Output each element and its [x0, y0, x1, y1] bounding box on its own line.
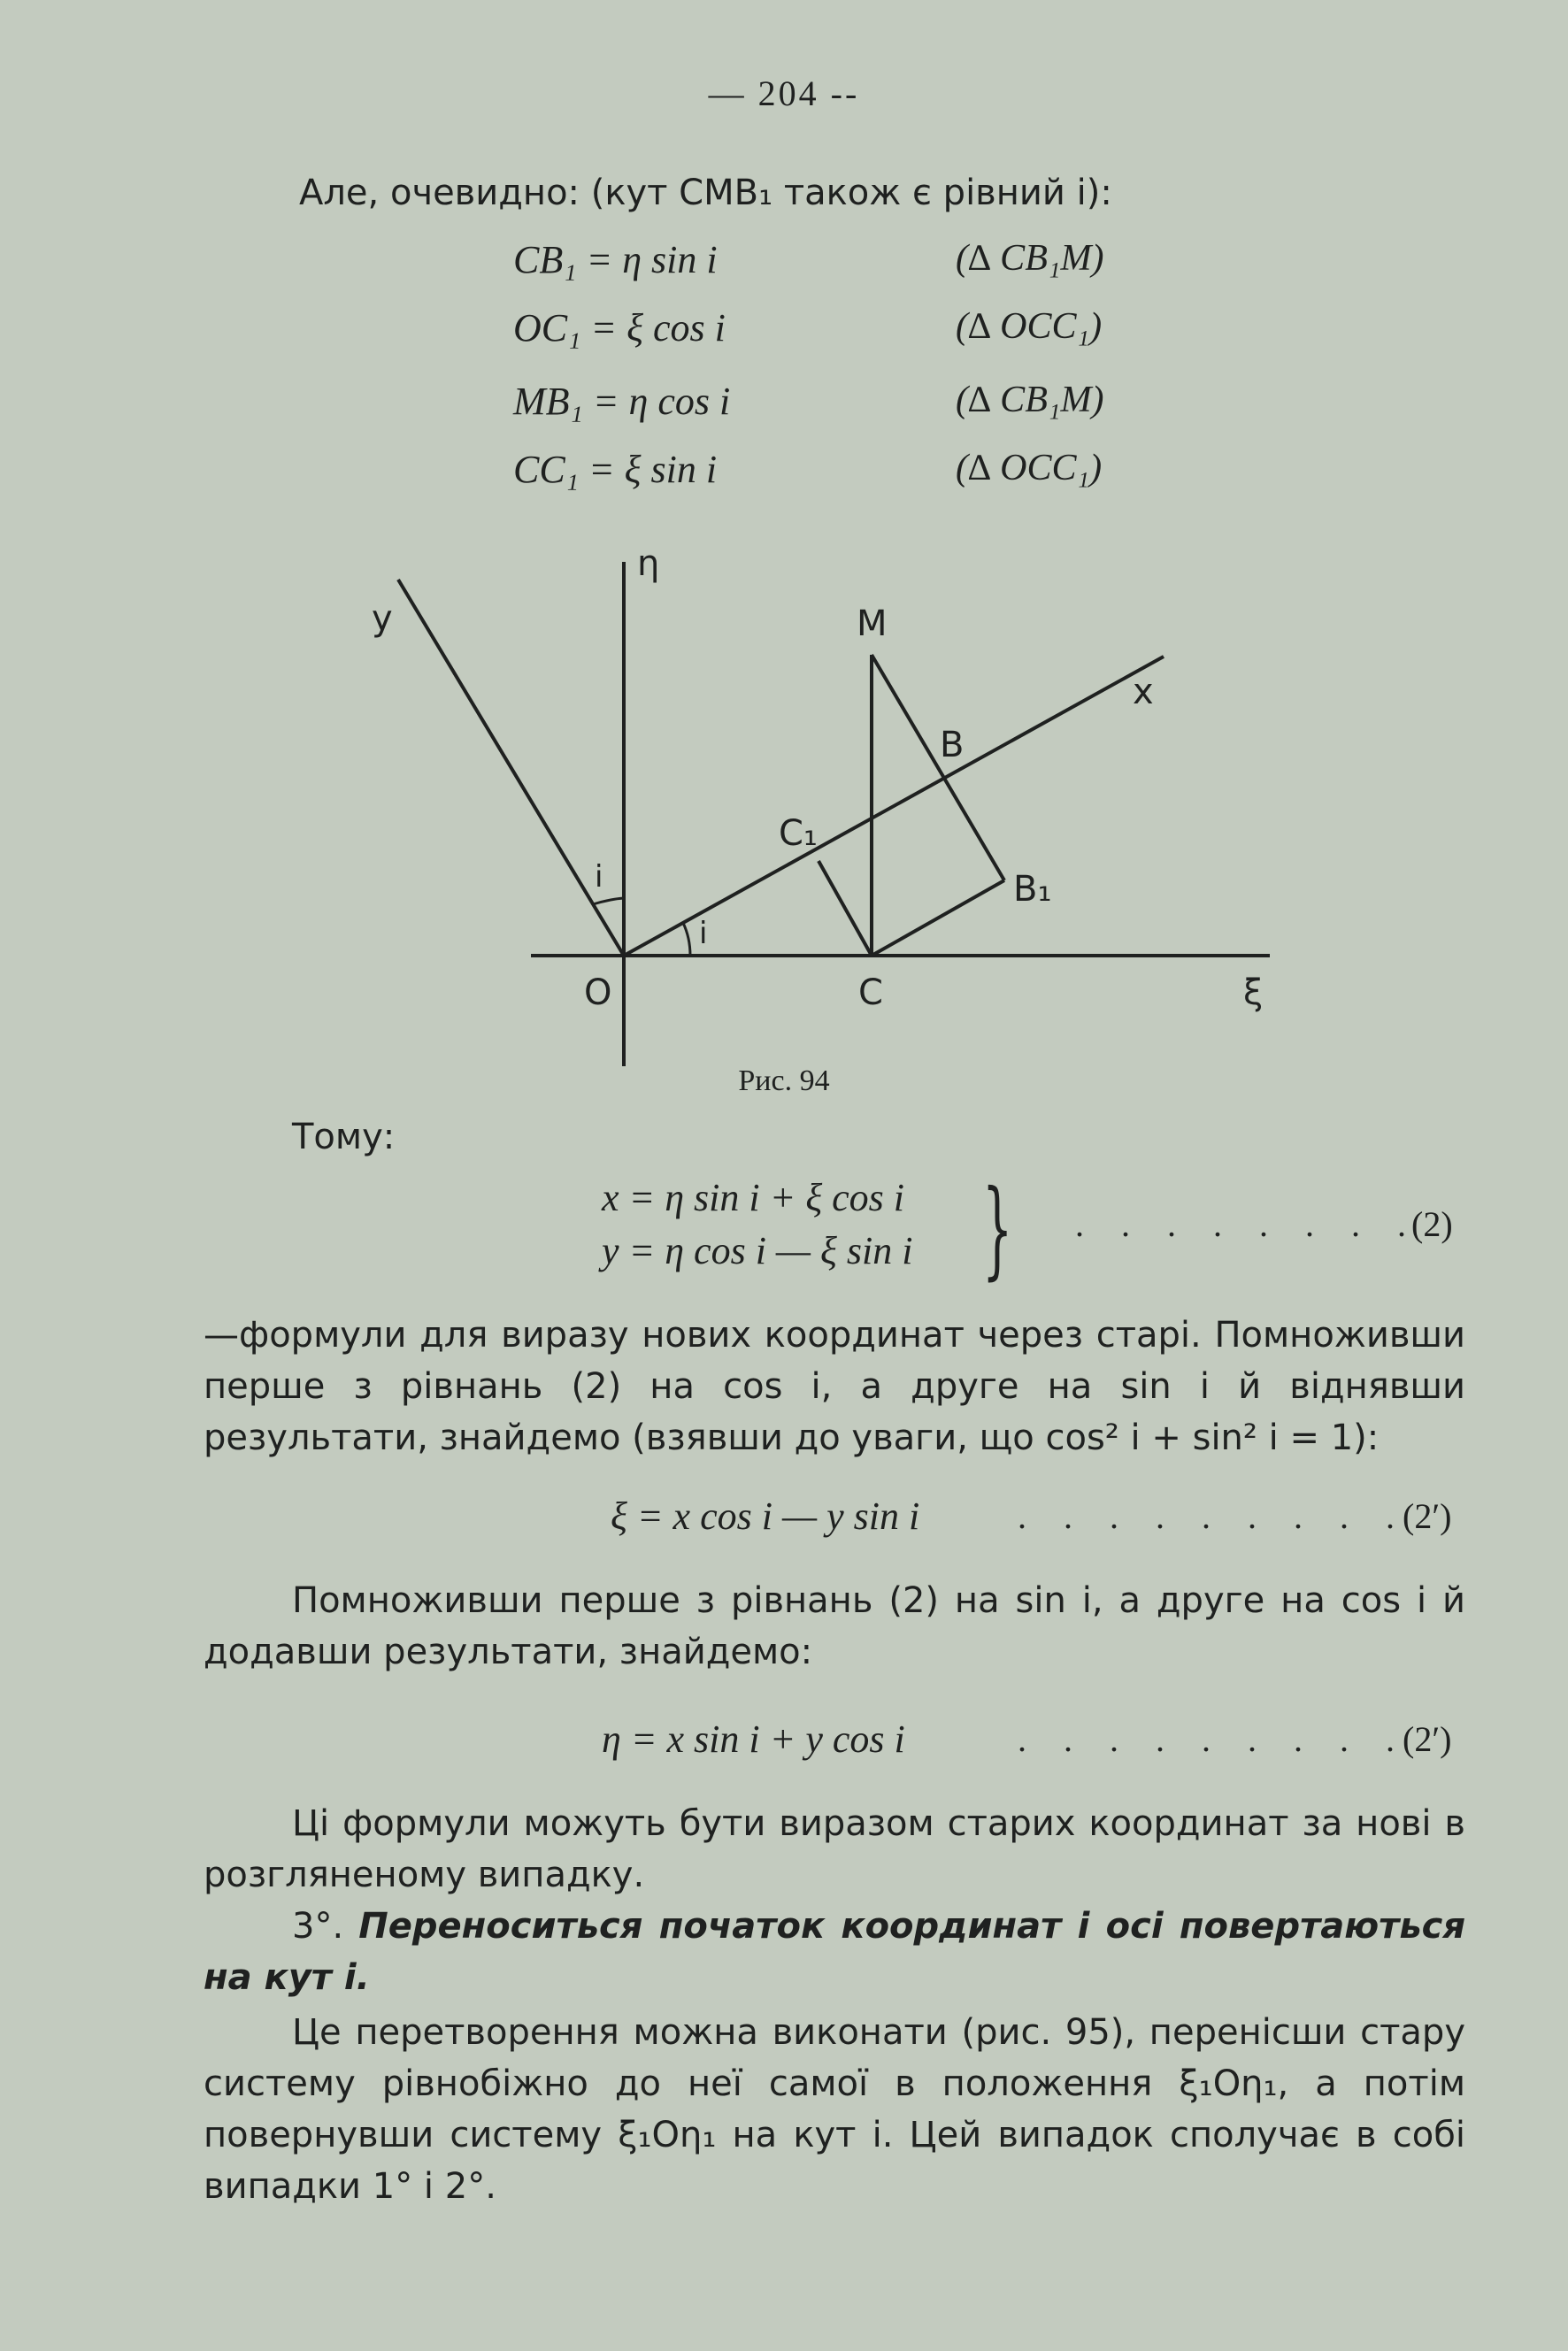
system-line-2: y = η cos i — ξ sin i [602, 1229, 913, 1272]
label-y: y [372, 598, 393, 639]
relation-1-formula: CB₁ = η sin i [513, 238, 718, 281]
segment-cb1 [872, 880, 1004, 956]
figure-caption: Рис. 94 [738, 1064, 830, 1097]
label-i-upper: i [595, 859, 603, 895]
eq-eta-formula: η = x sin i + y cos i [602, 1717, 905, 1761]
paragraph-1 [204, 1310, 1465, 1464]
paragraph-4 [204, 1901, 1465, 2003]
label-xi: ξ [1243, 972, 1264, 1013]
relation-3-ref: (∆ CB₁M) [956, 380, 1104, 420]
y-axis [398, 580, 624, 956]
system-brace: } [982, 1168, 1013, 1291]
system-number: (2) [1411, 1204, 1453, 1244]
label-eta: η [637, 543, 660, 584]
paragraph-1-text: —формули для виразу нових координат через старі. Помноживши перше з рівнань (2) на cos i, а друге на sin i й віднявши результати, знайдемо (взявши до уваги, що cos² i + sin² i = 1): [204, 1315, 1465, 1458]
x-axis [624, 657, 1164, 956]
relation-3-formula: MB₁ = η cos i [513, 380, 731, 423]
eq-xi-dots: . . . . . . . . . [1018, 1496, 1409, 1536]
label-m: M [857, 603, 888, 644]
intro-line: Але, очевидно: (кут CMB₁ також є рівний i): [299, 173, 1112, 213]
relation-2-ref: (∆ OCC₁) [956, 306, 1103, 347]
label-c: C [858, 972, 883, 1013]
system-dots: . . . . . . . . [1075, 1204, 1420, 1244]
label-c1: C₁ [779, 813, 818, 854]
label-o: O [584, 972, 612, 1013]
label-i-lower: i [699, 916, 708, 951]
relation-4-formula: CC₁ = ξ sin i [513, 448, 718, 491]
label-x: x [1133, 672, 1154, 712]
paragraph-3-text: Ці формули можуть бути виразом старих координат за нові в розгляненому випадку. [204, 1803, 1465, 1895]
label-b1: B₁ [1013, 869, 1052, 910]
page-number: — 204 -- [708, 73, 860, 113]
paragraph-2-text: Помноживши перше з рівнань (2) на sin i, а друге на cos i й додавши результати, знайдемо: [204, 1580, 1465, 1672]
segment-cc1 [819, 861, 872, 956]
relation-1-ref: (∆ CB₁M) [956, 238, 1104, 279]
paragraph-5-text: Це перетворення можна виконати (рис. 95), перенісши стару систему рівнобіжно до неї самої в положення ξ₁Oη₁, а потім повернувши систему ξ₁Oη₁ на кут i. Цей випадок сполучає в собі випадки 1° і 2°. [204, 2012, 1465, 2207]
paragraph-5 [204, 2007, 1465, 2212]
section-number: 3°. [292, 1906, 344, 1947]
eq-eta-dots: . . . . . . . . . [1018, 1719, 1409, 1759]
eq-xi-formula: ξ = x cos i — y sin i [611, 1494, 920, 1538]
eq-xi-number: (2′) [1403, 1496, 1452, 1536]
angle-arc-lower [683, 923, 690, 956]
segment-mb1 [872, 655, 1004, 880]
figure-94 [0, 531, 1568, 1097]
tomu-label: Тому: [292, 1117, 396, 1157]
system-line-1: x = η sin i + ξ cos i [602, 1176, 905, 1219]
relation-2-formula: OC₁ = ξ cos i [513, 306, 726, 350]
paragraph-4-text [204, 1901, 1465, 2003]
eq-eta-number: (2′) [1403, 1719, 1452, 1759]
section-heading: Переноситься початок координат і осі повертаються на кут i. [204, 1906, 1466, 1998]
label-b: B [940, 725, 965, 765]
paragraph-2 [204, 1575, 1465, 1678]
angle-arc-upper [593, 898, 624, 904]
relation-4-ref: (∆ OCC₁) [956, 448, 1103, 488]
paragraph-3 [204, 1798, 1465, 1901]
